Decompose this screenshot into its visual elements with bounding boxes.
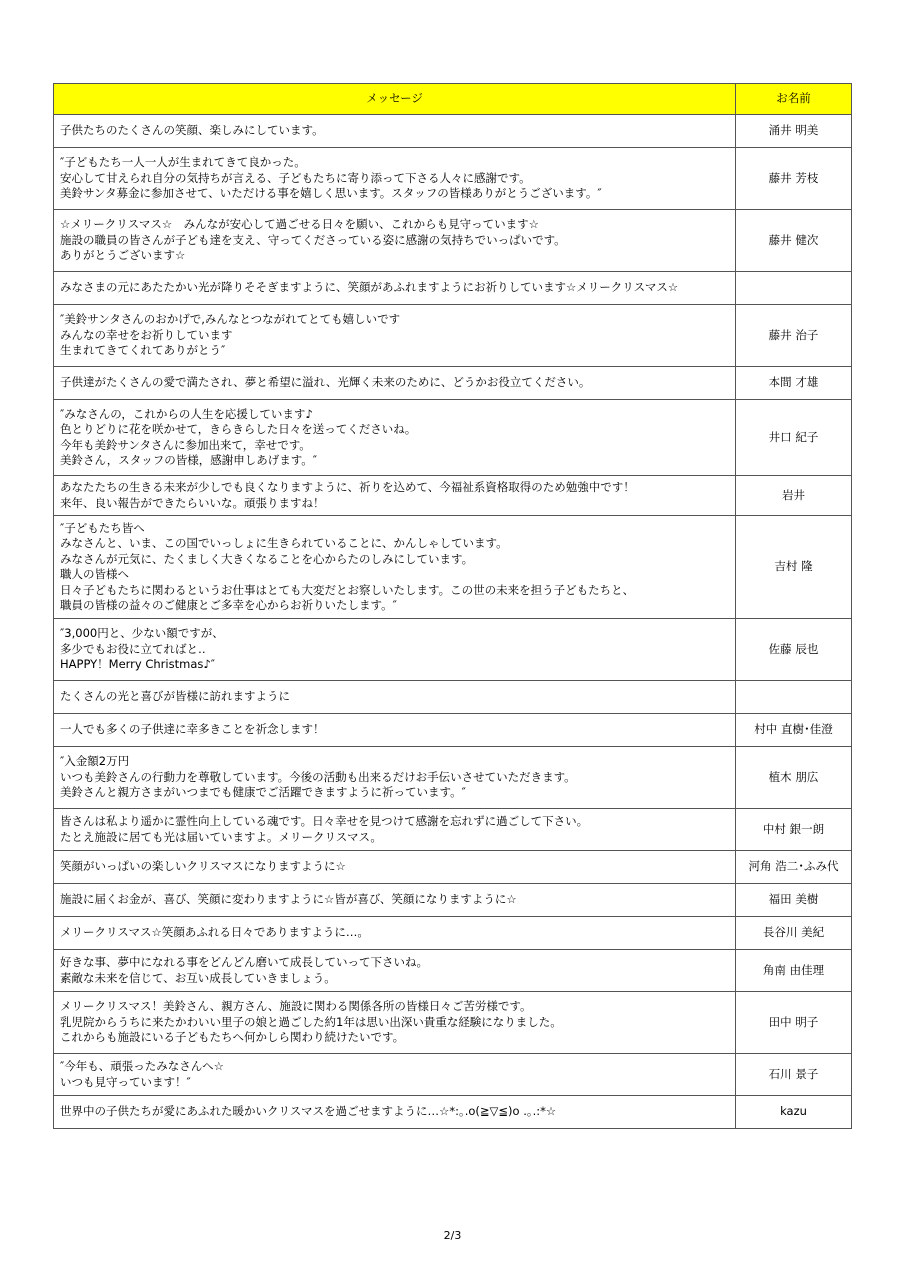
message-cell: 笑顔がいっぱいの楽しいクリスマスになりますように☆	[54, 851, 736, 884]
message-cell: メリークリスマス！美鈴さん、親方さん、施設に関わる関係各所の皆様日々ご苦労様です。 乳児院からうちに来たかわいい里子の娘と過ごした約1年は思い出深い貴重な経験になりました。 これからも施設にいる子どもたちへ何かしら関わり続けたいです。	[54, 992, 736, 1054]
name-cell: 本間 才雄	[736, 367, 852, 400]
message-cell: ″みなさんの，これからの人生を応援しています♪ 色とりどりに花を咲かせて，きらきらした日々を送ってくださいね。 今年も美鈴サンタさんに参加出来て，幸せです。 美鈴さん，スタッフの皆様，感謝申しあげます。″	[54, 400, 736, 476]
name-cell	[736, 681, 852, 714]
name-cell: 村中 直樹･佳澄	[736, 714, 852, 747]
message-cell: あなたたちの生きる未来が少しでも良くなりますように、祈りを込めて、今福祉系資格取得のため勉強中です！ 来年、良い報告ができたらいいな。頑張りますね！	[54, 476, 736, 516]
message-cell: たくさんの光と喜びが皆様に訪れますように	[54, 681, 736, 714]
name-cell: 長谷川 美紀	[736, 917, 852, 950]
table-row	[54, 809, 852, 851]
table-row	[54, 476, 852, 516]
message-cell: ″美鈴サンタさんのおかげで,みんなとつながれてとても嬉しいです みんなの幸せをお祈りしています 生まれてきてくれてありがとう″	[54, 305, 736, 367]
message-cell: みなさまの元にあたたかい光が降りそそぎますように、笑顔があふれますようにお祈りしています☆メリークリスマス☆	[54, 272, 736, 305]
table-row	[54, 1096, 852, 1129]
name-cell: 植木 朋広	[736, 747, 852, 809]
table-row	[54, 992, 852, 1054]
table-row	[54, 210, 852, 272]
message-cell: ☆メリークリスマス☆ みんなが安心して過ごせる日々を願い、これからも見守っています☆ 施設の職員の皆さんが子ども達を支え、守ってくださっている姿に感謝の気持ちでいっぱいです。 ありがとうございます☆	[54, 210, 736, 272]
name-cell	[736, 272, 852, 305]
message-cell: ″子どもたち一人一人が生まれてきて良かった。 安心して甘えられ自分の気持ちが言える、子どもたちに寄り添って下さる人々に感謝です。 美鈴サンタ募金に参加させて、いただける事を嬉しく思います。スタッフの皆様ありがとうございます。″	[54, 148, 736, 210]
table-row	[54, 747, 852, 809]
message-sheet	[53, 83, 851, 1129]
name-cell: 角南 由佳理	[736, 950, 852, 992]
message-table	[53, 83, 852, 1129]
page-number: 2/3	[443, 1229, 462, 1242]
message-cell: 一人でも多くの子供達に幸多きことを祈念します！	[54, 714, 736, 747]
table-row	[54, 950, 852, 992]
message-cell: メリークリスマス☆笑顔あふれる日々でありますように…。	[54, 917, 736, 950]
table-row	[54, 148, 852, 210]
name-cell: 石川 景子	[736, 1054, 852, 1096]
message-cell: ″3,000円と、少ない額ですが、 多少でもお役に立てればと‥ HAPPY！Merry Christmas♪″	[54, 619, 736, 681]
message-cell: 子供たちのたくさんの笑顔、楽しみにしています。	[54, 115, 736, 148]
table-row	[54, 400, 852, 476]
message-cell: ″子どもたち皆へ みなさんと、いま、この国でいっしょに生きられていることに、かんしゃしています。 みなさんが元気に、たくましく大きくなることを心からたのしみにしています。 職人の皆様へ 日々子どもたちに関わるというお仕事はとても大変だとお察しいたします。この世の未来を担う子どもたちと、 職員の皆様の益々のご健康とご多幸を心からお祈りいたします。″	[54, 516, 736, 619]
message-cell: ″入金額2万円 いつも美鈴さんの行動力を尊敬しています。今後の活動も出来るだけお手伝いさせていただきます。 美鈴さんと親方さまがいつまでも健康でご活躍できますように祈っています。″	[54, 747, 736, 809]
message-cell: 好きな事、夢中になれる事をどんどん磨いて成長していって下さいね。 素敵な未来を信じて、お互い成長していきましょう。	[54, 950, 736, 992]
table-row	[54, 1054, 852, 1096]
name-cell: 吉村 隆	[736, 516, 852, 619]
table-row	[54, 681, 852, 714]
message-rows	[54, 115, 852, 1129]
header-row	[54, 84, 852, 115]
name-column-header: お名前	[736, 84, 852, 115]
table-row	[54, 115, 852, 148]
table-row	[54, 619, 852, 681]
table-row	[54, 884, 852, 917]
message-column-header: メッセージ	[54, 84, 736, 115]
message-cell: 皆さんは私より遥かに霊性向上している魂です。日々幸せを見つけて感謝を忘れずに過ごして下さい。 たとえ施設に居ても光は届いていますよ。メリークリスマス。	[54, 809, 736, 851]
name-cell: 福田 美樹	[736, 884, 852, 917]
name-cell: 井口 紀子	[736, 400, 852, 476]
name-cell: 藤井 芳枝	[736, 148, 852, 210]
table-row	[54, 305, 852, 367]
table-row	[54, 516, 852, 619]
name-cell: 藤井 健次	[736, 210, 852, 272]
name-cell: 田中 明子	[736, 992, 852, 1054]
name-cell: 岩井	[736, 476, 852, 516]
name-cell: 河角 浩二･ふみ代	[736, 851, 852, 884]
name-cell: 藤井 治子	[736, 305, 852, 367]
message-cell: 世界中の子供たちが愛にあふれた暖かいクリスマスを過ごせますように…☆*:｡.o(≧▽≦)o .｡.:*☆	[54, 1096, 736, 1129]
name-cell: 中村 銀一朗	[736, 809, 852, 851]
message-cell: ″今年も、頑張ったみなさんへ☆ いつも見守っています！″	[54, 1054, 736, 1096]
table-row	[54, 272, 852, 305]
message-cell: 子供達がたくさんの愛で満たされ、夢と希望に溢れ、光輝く未来のために、どうかお役立てください。	[54, 367, 736, 400]
name-cell: 涌井 明美	[736, 115, 852, 148]
name-cell: 佐藤 辰也	[736, 619, 852, 681]
name-cell: kazu	[736, 1096, 852, 1129]
table-row	[54, 714, 852, 747]
table-row	[54, 917, 852, 950]
message-cell: 施設に届くお金が、喜び、笑顔に変わりますように☆皆が喜び、笑顔になりますように☆	[54, 884, 736, 917]
table-row	[54, 851, 852, 884]
table-row	[54, 367, 852, 400]
